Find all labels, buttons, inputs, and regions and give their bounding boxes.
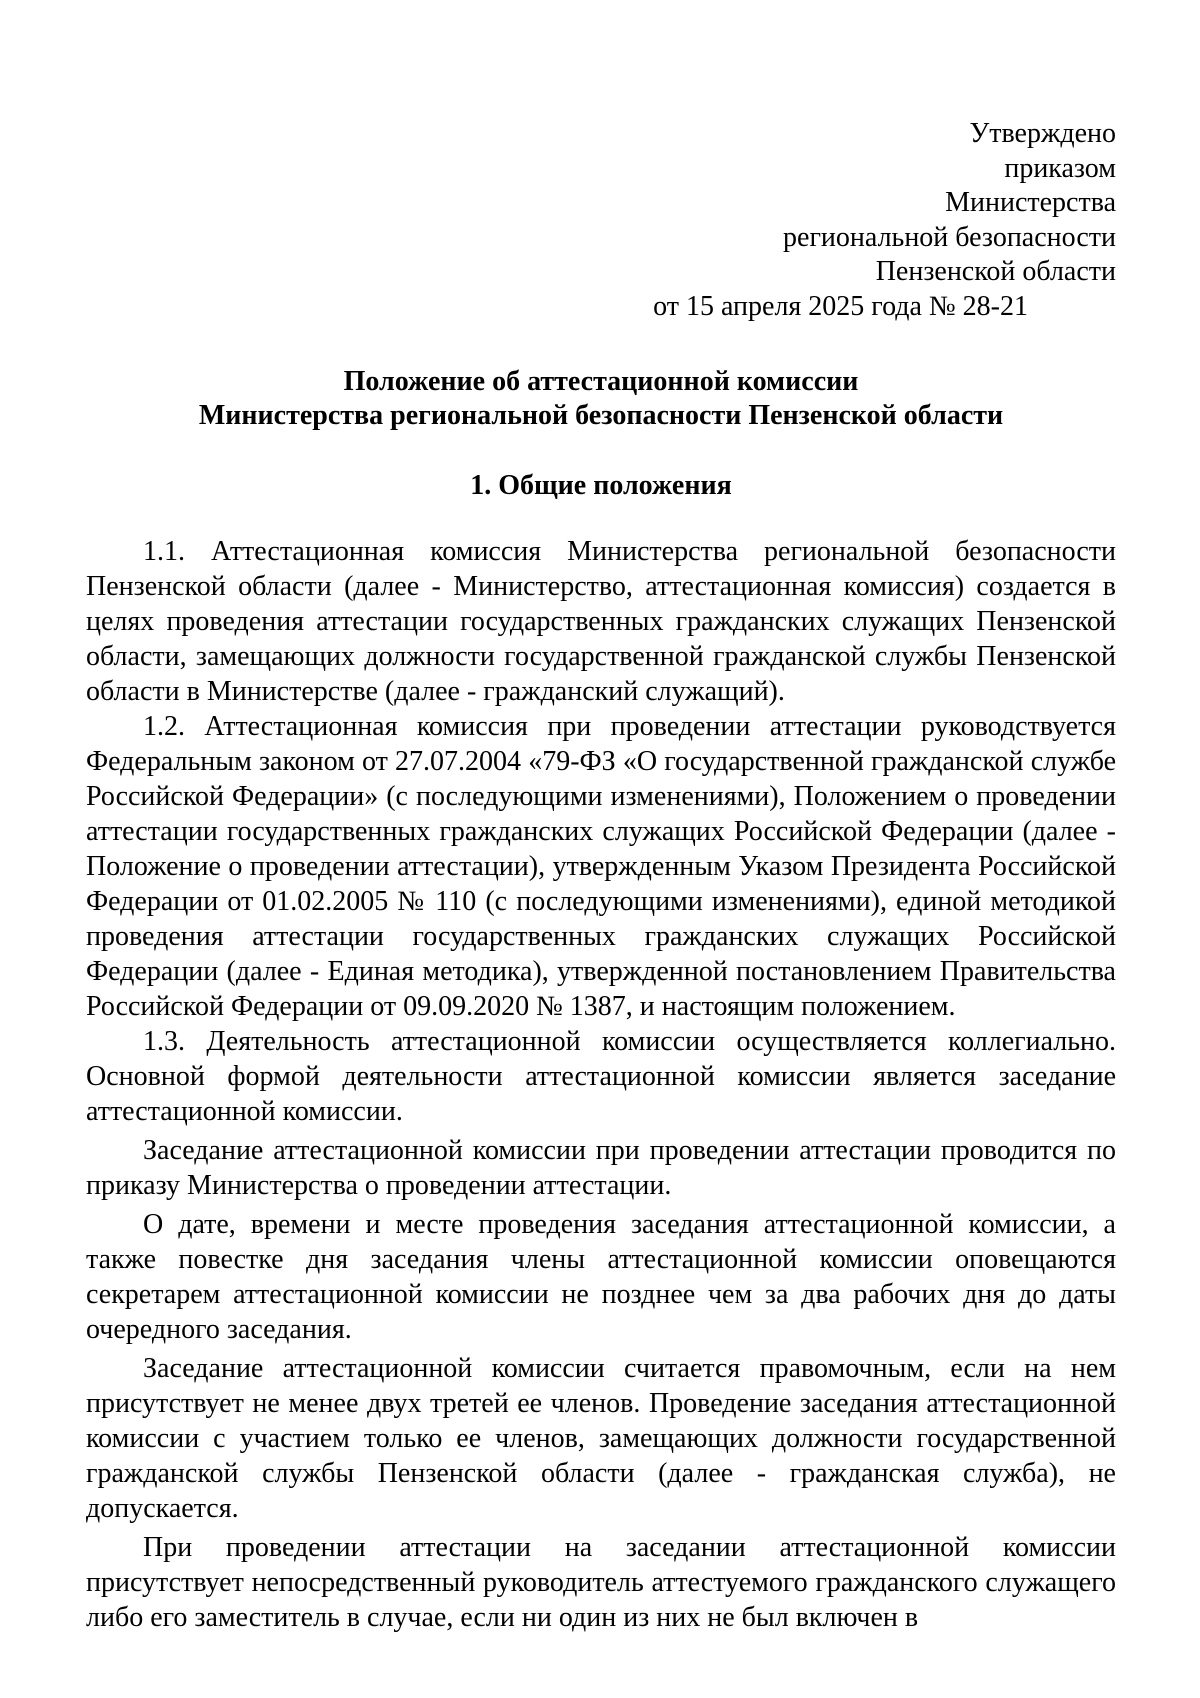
approval-line-approved: Утверждено	[969, 118, 1116, 149]
paragraph-1-3: 1.3. Деятельность аттестационной комиссии осуществляется коллегиально. Основной формой деятельности аттестационной комиссии является заседание аттестационной комиссии.	[86, 1026, 1116, 1127]
approval-line-order: приказом	[1004, 152, 1116, 184]
document-title-line-1: Положение об аттестационной комиссии	[343, 366, 859, 397]
paragraph-meeting-notice: О дате, времени и месте проведения заседания аттестационной комиссии, а также повестке дня заседания члены аттестационной комиссии оповещаются секретарем аттестационной комиссии не позднее чем за два рабочих дня до даты очередного заседания.	[86, 1209, 1116, 1345]
paragraph-quorum: Заседание аттестационной комиссии считается правомочным, если на нем присутствует не менее двух третей ее членов. Проведение заседания аттестационной комиссии с участием только ее членов, замещающих должности государственной гражданской службы Пензенской области (далее - гражданская служба), не допускается.	[86, 1353, 1116, 1524]
approval-line-date-number: от 15 апреля 2025 года № 28-21	[653, 290, 1028, 322]
section-heading: 1. Общие положения	[470, 470, 732, 501]
paragraph-1-2: 1.2. Аттестационная комиссия при проведении аттестации руководствуется Федеральным законом от 27.07.2004 «79-ФЗ «О государственной гражданской службе Российской Федерации» (с последующими изменениями), Положением о проведении аттестации государственных гражданских служащих Российской Федерации (далее - Положение о проведении аттестации), утвержденным Указом Президента Российской Федерации от 01.02.2005 № 110 (с последующими изменениями), единой методикой проведения аттестации государственных гражданских служащих Российской Федерации (далее - Единая методика), утвержденной постановлением Правительства Российской Федерации от 09.09.2020 № 1387, и настоящим положением.	[86, 711, 1116, 1022]
approval-stamp-block	[653, 117, 1116, 324]
approval-line-ministry: Министерства	[945, 187, 1116, 218]
document-title	[86, 365, 1116, 433]
document-body	[86, 534, 1116, 1635]
approval-line-regional-security: региональной безопасности	[783, 221, 1116, 253]
paragraph-meeting-order: Заседание аттестационной комиссии при проведении аттестации проводится по приказу Министерства о проведении аттестации.	[86, 1135, 1116, 1201]
paragraph-1-1: 1.1. Аттестационная комиссия Министерства региональной безопасности Пензенской области (далее - Министерство, аттестационная комиссия) создается в целях проведения аттестации государственных гражданских служащих Пензенской области, замещающих должности государственной гражданской службы Пензенской области в Министерстве (далее - гражданский служащий).	[86, 536, 1116, 707]
document-title-line-2: Министерства региональной безопасности Пензенской области	[198, 400, 1004, 431]
approval-line-region: Пензенской области	[875, 256, 1116, 287]
paragraph-supervisor-presence: При проведении аттестации на заседании аттестационной комиссии присутствует непосредственный руководитель аттестуемого гражданского служащего либо его заместитель в случае, если ни один из них не был включен в	[86, 1532, 1116, 1633]
